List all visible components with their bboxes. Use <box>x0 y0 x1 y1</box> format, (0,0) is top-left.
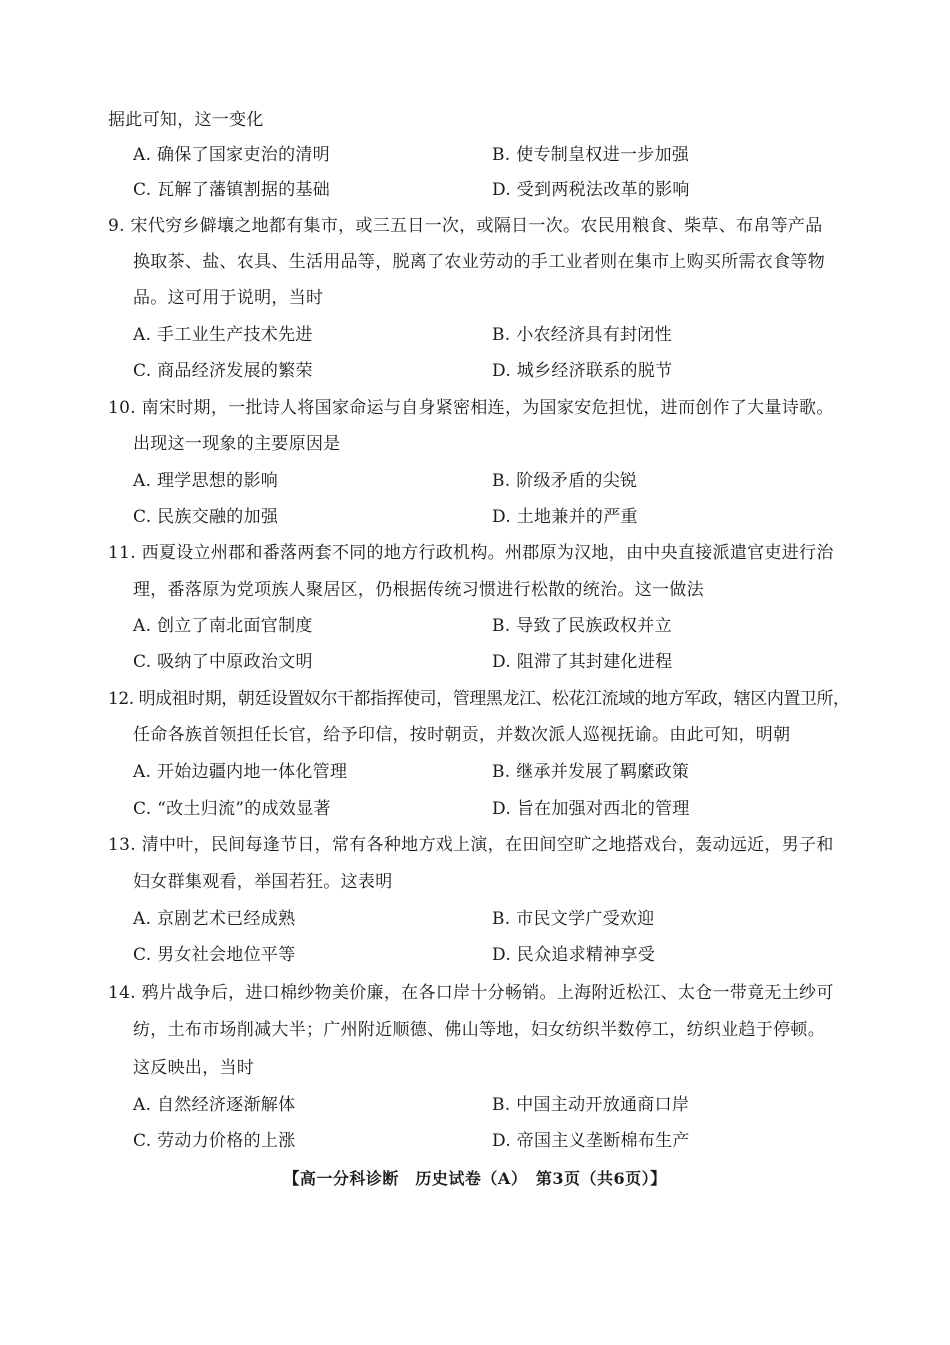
q9-stem-line-3: 品。这可用于说明，当时 <box>133 288 324 308</box>
q8-option-b: B. 使专制皇权进一步加强 <box>492 145 690 165</box>
q13-stem-line-1: 13. 清中叶，民间每逢节日，常有各种地方戏上演，在田间空旷之地搭戏台，轰动远近，男子和 <box>108 835 834 855</box>
q9-option-a: A. 手工业生产技术先进 <box>133 325 313 345</box>
q12-option-d: D. 旨在加强对西北的管理 <box>492 799 690 819</box>
q11-stem-line-1: 11. 西夏设立州郡和番落两套不同的地方行政机构。州郡原为汉地，由中央直接派遣官吏进行治 <box>108 543 834 563</box>
q11-option-c: C. 吸纳了中原政治文明 <box>133 652 313 672</box>
q13-option-d: D. 民众追求精神享受 <box>492 945 656 965</box>
q12-stem-line-2: 任命各族首领担任长官，给予印信，按时朝贡，并数次派人巡视抚谕。由此可知，明朝 <box>133 725 791 745</box>
q10-stem-line-1: 10. 南宋时期，一批诗人将国家命运与自身紧密相连，为国家安危担忧，进而创作了大量诗歌。 <box>108 398 834 418</box>
q14-stem-line-2: 纺，土布市场削减大半；广州附近顺德、佛山等地，妇女纺织半数停工，纺织业趋于停顿。 <box>133 1020 825 1040</box>
q12-option-b: B. 继承并发展了羁縻政策 <box>492 762 690 782</box>
q11-option-a: A. 创立了南北面官制度 <box>133 616 313 636</box>
q9-stem-line-1: 9. 宋代穷乡僻壤之地都有集市，或三五日一次，或隔日一次。农民用粮食、柴草、布帛等产品 <box>108 216 823 236</box>
q10-option-a: A. 理学思想的影响 <box>133 471 279 491</box>
q13-option-c: C. 男女社会地位平等 <box>133 945 296 965</box>
q10-stem-line-2: 出现这一现象的主要原因是 <box>133 434 341 454</box>
q11-stem-line-2: 理，番落原为党项族人聚居区，仍根据传统习惯进行松散的统治。这一做法 <box>133 580 704 600</box>
q9-stem-line-2: 换取茶、盐、农具、生活用品等，脱离了农业劳动的手工业者则在集市上购买所需衣食等物 <box>133 252 825 272</box>
q13-option-b: B. 市民文学广受欢迎 <box>492 909 655 929</box>
q13-option-a: A. 京剧艺术已经成熟 <box>133 909 296 929</box>
q14-option-a: A. 自然经济逐渐解体 <box>133 1095 296 1115</box>
q8-option-a: A. 确保了国家吏治的清明 <box>133 145 330 165</box>
q9-option-d: D. 城乡经济联系的脱节 <box>492 361 673 381</box>
q10-option-c: C. 民族交融的加强 <box>133 507 279 527</box>
q9-option-b: B. 小农经济具有封闭性 <box>492 325 672 345</box>
q11-option-d: D. 阻滞了其封建化进程 <box>492 652 673 672</box>
q11-option-b: B. 导致了民族政权并立 <box>492 616 672 636</box>
page-footer: 【高一分科诊断 历史试卷（A） 第3页（共6页）】 <box>283 1169 667 1188</box>
q14-option-b: B. 中国主动开放通商口岸 <box>492 1095 690 1115</box>
q12-option-c: C. “改土归流”的成效显著 <box>133 799 331 819</box>
q14-option-d: D. 帝国主义垄断棉布生产 <box>492 1131 690 1151</box>
q14-stem-line-3: 这反映出，当时 <box>133 1058 255 1078</box>
q9-option-c: C. 商品经济发展的繁荣 <box>133 361 313 381</box>
q8-option-c: C. 瓦解了藩镇割据的基础 <box>133 180 331 200</box>
q12-option-a: A. 开始边疆内地一体化管理 <box>133 762 348 782</box>
q13-stem-line-2: 妇女群集观看，举国若狂。这表明 <box>133 872 393 892</box>
q12-stem-line-1: 12. 明成祖时期，朝廷设置奴尔干都指挥使司，管理黑龙江、松花江流域的地方军政，辖区内置卫所， <box>108 689 850 709</box>
q10-option-b: B. 阶级矛盾的尖锐 <box>492 471 638 491</box>
q14-option-c: C. 劳动力价格的上涨 <box>133 1131 296 1151</box>
q8-option-d: D. 受到两税法改革的影响 <box>492 180 690 200</box>
q14-stem-line-1: 14. 鸦片战争后，进口棉纱物美价廉，在各口岸十分畅销。上海附近松江、太仓一带竟无土纱可 <box>108 983 834 1003</box>
q10-option-d: D. 土地兼并的严重 <box>492 507 638 527</box>
q8-stem: 据此可知，这一变化 <box>108 110 264 130</box>
